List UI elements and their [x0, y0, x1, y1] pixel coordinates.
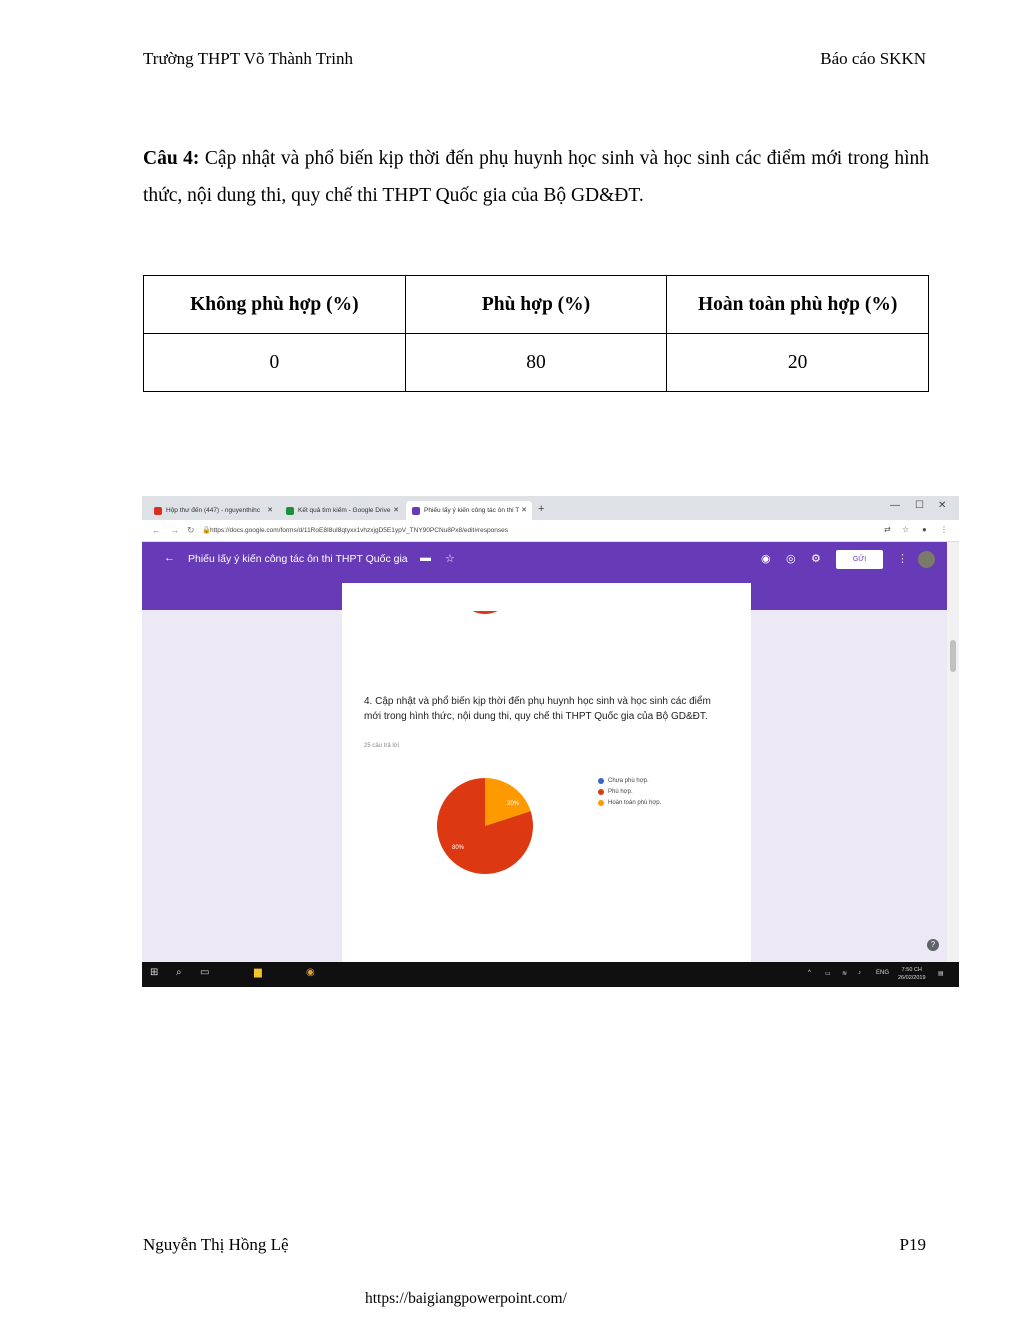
file-explorer-icon[interactable]: ▆	[254, 967, 262, 978]
lock-icon: 🔒	[202, 527, 211, 534]
windows-start-icon[interactable]: ⊞	[150, 967, 159, 978]
browser-tab-gmail[interactable]	[148, 501, 278, 520]
back-arrow-icon[interactable]: ←	[164, 552, 175, 564]
tab-label: Phiếu lấy ý kiến công tác ôn thi T	[424, 507, 520, 514]
embedded-screenshot	[142, 496, 959, 987]
clock-date: 26/02/2019	[898, 975, 926, 981]
address-bar	[142, 520, 959, 542]
minimize-icon[interactable]: —	[890, 500, 900, 511]
card-top-cover	[342, 583, 751, 611]
question-label: Câu 4:	[143, 148, 200, 169]
close-icon[interactable]: ✕	[521, 507, 527, 514]
settings-gear-icon[interactable]: ⚙	[811, 553, 821, 565]
table-header-cell: Hoàn toàn phù hợp (%)	[667, 276, 929, 334]
question-text: Cập nhật và phổ biến kịp thời đến phụ huynh học sinh và học sinh các điểm mới trong hình thức, nội dung thi, quy chế thi THPT Quốc gia của Bộ GD&ĐT.	[143, 148, 929, 206]
legend-item	[598, 775, 661, 786]
preview-eye-icon[interactable]: ◎	[786, 553, 796, 565]
legend-swatch	[598, 800, 604, 806]
star-outline-icon[interactable]: ☆	[445, 553, 455, 565]
search-icon[interactable]: ⌕	[176, 967, 182, 978]
table-header-row	[144, 276, 929, 334]
question-paragraph	[143, 140, 929, 214]
item-title: 4. Cập nhật và phổ biến kịp thời đến phụ huynh học sinh và học sinh các điểm mới trong hình thức, nội dung thi, quy chế thi THPT Quốc gia của Bộ GD&ĐT.	[364, 696, 711, 722]
notification-icon[interactable]: ▤	[938, 971, 944, 977]
taskbar-clock[interactable]	[898, 966, 926, 982]
browser-tab-drive[interactable]	[280, 501, 404, 520]
browser-tab-forms[interactable]	[406, 501, 532, 520]
table-cell: 20	[667, 334, 929, 392]
responses-count: 25 câu trả lời	[364, 743, 399, 749]
reload-icon[interactable]: ↻	[187, 525, 195, 535]
windows-taskbar	[142, 962, 959, 987]
palette-icon[interactable]: ◉	[761, 553, 771, 565]
task-view-icon[interactable]: ▭	[200, 967, 210, 978]
back-icon[interactable]: ←	[152, 525, 161, 535]
responses-card	[342, 583, 751, 987]
gmail-icon	[154, 507, 162, 515]
help-icon[interactable]: ?	[927, 939, 939, 951]
legend-item	[598, 786, 661, 797]
legend-label: Phù hợp.	[608, 788, 633, 795]
pie-chart	[342, 583, 751, 987]
close-window-icon[interactable]: ✕	[938, 500, 947, 511]
forward-icon[interactable]: →	[170, 525, 179, 535]
translate-icon[interactable]: ⇄	[884, 525, 891, 534]
more-icon[interactable]: ⋮	[897, 553, 908, 565]
volume-icon[interactable]: ♪	[858, 970, 861, 976]
table-row	[144, 334, 929, 392]
profile-icon[interactable]: ●	[922, 525, 927, 534]
scrollbar-thumb[interactable]	[950, 640, 956, 672]
tab-label: Hộp thư đến (447) - nguyenthihc	[166, 507, 260, 514]
language-indicator[interactable]: ENG	[876, 970, 890, 976]
pie-label-phu-hop: 80%	[452, 845, 465, 851]
close-icon[interactable]: ✕	[267, 507, 273, 514]
legend-swatch	[598, 778, 604, 784]
legend-swatch	[598, 789, 604, 795]
send-button[interactable]: GỬI	[836, 550, 883, 569]
legend-label: Chưa phù hợp.	[608, 777, 649, 784]
clock-time: 7:50 CH	[901, 967, 922, 973]
tray-chevron-icon[interactable]: ^	[808, 970, 811, 976]
table-cell: 0	[144, 334, 406, 392]
header-school: Trường THPT Võ Thành Trinh	[143, 49, 353, 68]
footer-page: P19	[899, 1235, 926, 1254]
menu-icon[interactable]: ⋮	[940, 525, 948, 534]
drive-icon	[286, 507, 294, 515]
wifi-icon[interactable]: ≋	[842, 971, 848, 977]
battery-icon: ▭	[825, 971, 831, 977]
tab-label: Kết quả tìm kiếm - Google Drive	[298, 507, 391, 514]
star-icon[interactable]: ☆	[902, 525, 910, 534]
maximize-icon[interactable]: ☐	[915, 500, 924, 511]
pie-label-hoan-toan: 20%	[507, 801, 520, 807]
pie-slices	[437, 778, 533, 874]
chrome-icon[interactable]: ◉	[306, 967, 315, 978]
chart-legend	[598, 775, 661, 808]
scrollbar[interactable]	[947, 542, 959, 962]
form-title: Phiếu lấy ý kiến công tác ôn thi THPT Quốc gia	[188, 553, 408, 565]
legend-label: Hoàn toàn phù hợp.	[608, 799, 662, 806]
footer-url[interactable]: https://baigiangpowerpoint.com/	[365, 1290, 567, 1307]
table-cell: 80	[405, 334, 667, 392]
forms-icon	[412, 507, 420, 515]
browser-tabbar	[142, 496, 959, 520]
table-header-cell: Không phù hợp (%)	[144, 276, 406, 334]
avatar[interactable]	[918, 551, 935, 568]
new-tab-icon[interactable]: +	[538, 503, 545, 515]
folder-icon[interactable]: ▬	[420, 552, 431, 564]
footer-author: Nguyễn Thị Hồng Lệ	[143, 1235, 289, 1254]
results-table	[143, 275, 929, 392]
legend-item	[598, 797, 661, 808]
close-icon[interactable]: ✕	[393, 507, 399, 514]
header-report: Báo cáo SKKN	[820, 49, 926, 68]
url-input[interactable]: https://docs.google.com/forms/d/11RoE8I8uI8qtyxx1vhzxjgD5E1ypV_TNY90PCNu8Px8/edit#responses	[210, 527, 508, 534]
table-header-cell: Phù hợp (%)	[405, 276, 667, 334]
